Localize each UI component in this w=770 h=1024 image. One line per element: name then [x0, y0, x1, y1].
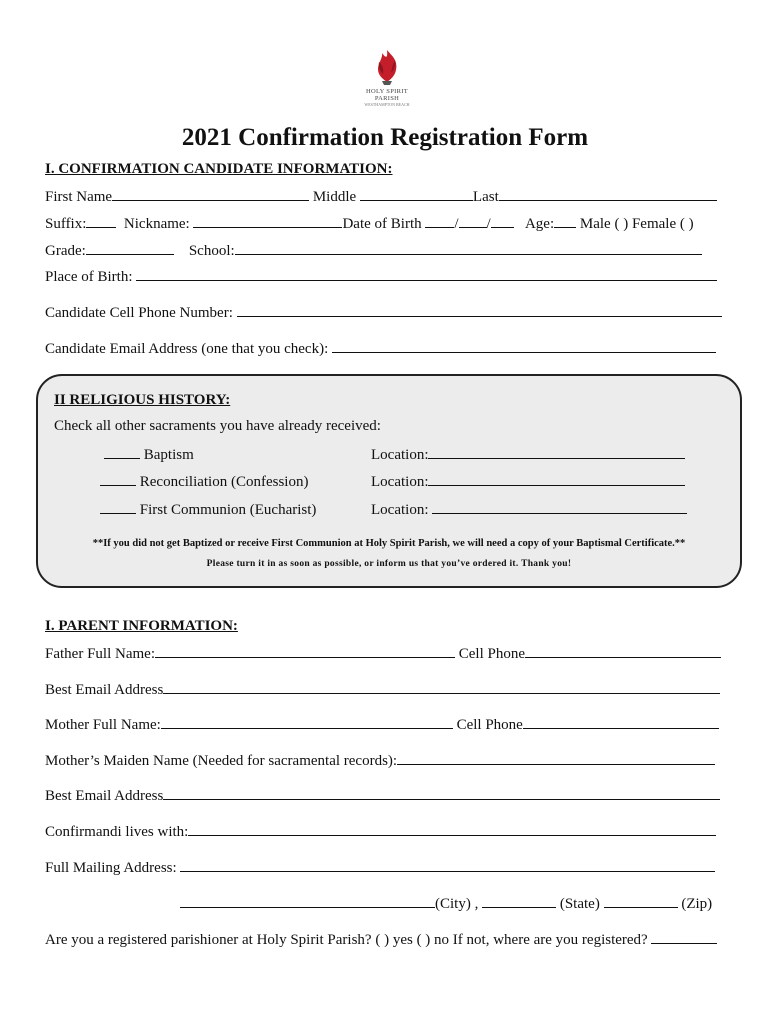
grade-field[interactable]	[86, 240, 174, 255]
lives-with-label: Confirmandi lives with:	[45, 824, 189, 840]
mother-cell-field[interactable]	[523, 714, 719, 729]
mother-label: Mother Full Name:	[45, 717, 161, 733]
registered-row	[45, 929, 717, 949]
mother-row	[45, 714, 719, 734]
parent-section-heading: I. PARENT INFORMATION:	[45, 618, 238, 634]
grade-label: Grade:	[45, 243, 86, 259]
first-name-row	[45, 186, 717, 206]
city-label: (City) ,	[435, 896, 479, 912]
logo-text-line1: HOLY SPIRIT	[366, 88, 408, 95]
gender-options[interactable]: Male ( ) Female ( )	[579, 216, 694, 232]
father-email-label: Best Email Address	[45, 682, 164, 698]
lives-with-row	[45, 821, 716, 841]
mother-email-row	[45, 785, 720, 805]
zip-field[interactable]	[604, 893, 678, 908]
sacrament-row-baptism	[104, 444, 194, 464]
father-name-field[interactable]	[155, 643, 455, 658]
grade-row	[45, 240, 702, 260]
location-label: Location:	[371, 474, 429, 490]
city-state-zip-row	[180, 893, 712, 913]
last-label: Last	[472, 189, 499, 205]
reconciliation-checkbox-line[interactable]	[100, 471, 136, 486]
religious-instruction: Check all other sacraments you have already received:	[54, 418, 381, 434]
lives-with-field[interactable]	[188, 821, 716, 836]
dob-label: Date of Birth	[342, 216, 422, 232]
mother-name-field[interactable]	[161, 714, 453, 729]
candidate-cell-row	[45, 302, 722, 322]
reconciliation-location-row	[371, 471, 685, 491]
place-of-birth-row	[45, 266, 717, 286]
age-field[interactable]	[554, 213, 576, 228]
candidate-section-heading: I. CONFIRMATION CANDIDATE INFORMATION:	[45, 161, 393, 177]
father-cell-field[interactable]	[525, 643, 721, 658]
candidate-email-field[interactable]	[332, 338, 716, 353]
middle-name-field[interactable]	[360, 186, 473, 201]
age-label: Age:	[524, 216, 555, 232]
first-communion-location-field[interactable]	[432, 499, 687, 514]
state-field[interactable]	[482, 893, 556, 908]
father-row	[45, 643, 721, 663]
registered-parish-field[interactable]	[651, 929, 717, 944]
father-email-field[interactable]	[163, 679, 720, 694]
maiden-name-row	[45, 750, 715, 770]
suffix-field[interactable]	[86, 213, 116, 228]
candidate-cell-field[interactable]	[237, 302, 722, 317]
first-name-label: First Name	[45, 189, 113, 205]
father-cell-label: Cell Phone	[458, 646, 525, 662]
maiden-name-field[interactable]	[397, 750, 715, 765]
last-name-field[interactable]	[499, 186, 717, 201]
maiden-name-label: Mother’s Maiden Name (Needed for sacramental records):	[45, 753, 398, 769]
father-label: Father Full Name:	[45, 646, 155, 662]
reconciliation-location-field[interactable]	[428, 471, 685, 486]
city-field[interactable]	[180, 893, 435, 908]
baptism-location-field[interactable]	[428, 444, 685, 459]
state-label: (State)	[559, 896, 600, 912]
place-of-birth-field[interactable]	[136, 266, 717, 281]
logo-tagline: WESTHAMPTON BEACH	[364, 102, 410, 107]
mailing-address-field[interactable]	[180, 857, 715, 872]
baptismal-certificate-note: **If you did not get Baptized or receive First Communion at Holy Spirit Parish, we will need a copy of your Baptismal Certificate.**	[92, 538, 686, 549]
mother-email-label: Best Email Address	[45, 788, 164, 804]
suffix-label: Suffix:	[45, 216, 87, 232]
location-label: Location:	[371, 502, 429, 518]
parish-logo	[352, 48, 422, 118]
school-label: School:	[188, 243, 235, 259]
mother-email-field[interactable]	[163, 785, 720, 800]
location-label: Location:	[371, 447, 429, 463]
first-communion-checkbox-line[interactable]	[100, 499, 136, 514]
registered-question[interactable]: Are you a registered parishioner at Holy Spirit Parish? ( ) yes ( ) no If not, where are you registered?	[45, 932, 648, 948]
mailing-address-label: Full Mailing Address:	[45, 860, 177, 876]
candidate-email-row	[45, 338, 716, 358]
place-of-birth-label: Place of Birth:	[45, 269, 133, 285]
flame-dove-icon	[370, 48, 404, 88]
turn-in-note: Please turn it in as soon as possible, or inform us that you’ve ordered it. Thank you!	[206, 559, 572, 569]
first-communion-location-row	[371, 499, 687, 519]
candidate-cell-label: Candidate Cell Phone Number:	[45, 305, 233, 321]
candidate-email-label: Candidate Email Address (one that you check):	[45, 341, 329, 357]
baptism-checkbox-line[interactable]	[104, 444, 140, 459]
middle-label: Middle	[312, 189, 357, 205]
dob-day-field[interactable]	[459, 213, 487, 228]
sacrament-row-first-communion	[100, 499, 316, 519]
baptism-location-row	[371, 444, 685, 464]
nickname-field[interactable]	[193, 213, 342, 228]
zip-label: (Zip)	[681, 896, 713, 912]
mother-cell-label: Cell Phone	[456, 717, 523, 733]
school-field[interactable]	[235, 240, 702, 255]
dob-year-field[interactable]	[491, 213, 514, 228]
logo-text-line2: PARISH	[374, 95, 400, 102]
mailing-address-row	[45, 857, 715, 877]
first-name-field[interactable]	[112, 186, 309, 201]
nickname-label: Nickname:	[123, 216, 190, 232]
sacrament-label: Baptism	[143, 447, 194, 463]
father-email-row	[45, 679, 720, 699]
sacrament-label: Reconciliation (Confession)	[139, 474, 309, 490]
religious-section-heading: II RELIGIOUS HISTORY:	[54, 392, 231, 408]
dob-month-field[interactable]	[425, 213, 454, 228]
page-title: 2021 Confirmation Registration Form	[181, 124, 589, 151]
suffix-row: Suffix: Nickname: Date of Birth / / Age: Male ( ) Female ( )	[45, 213, 694, 233]
sacrament-row-reconciliation	[100, 471, 308, 491]
sacrament-label: First Communion (Eucharist)	[139, 502, 317, 518]
